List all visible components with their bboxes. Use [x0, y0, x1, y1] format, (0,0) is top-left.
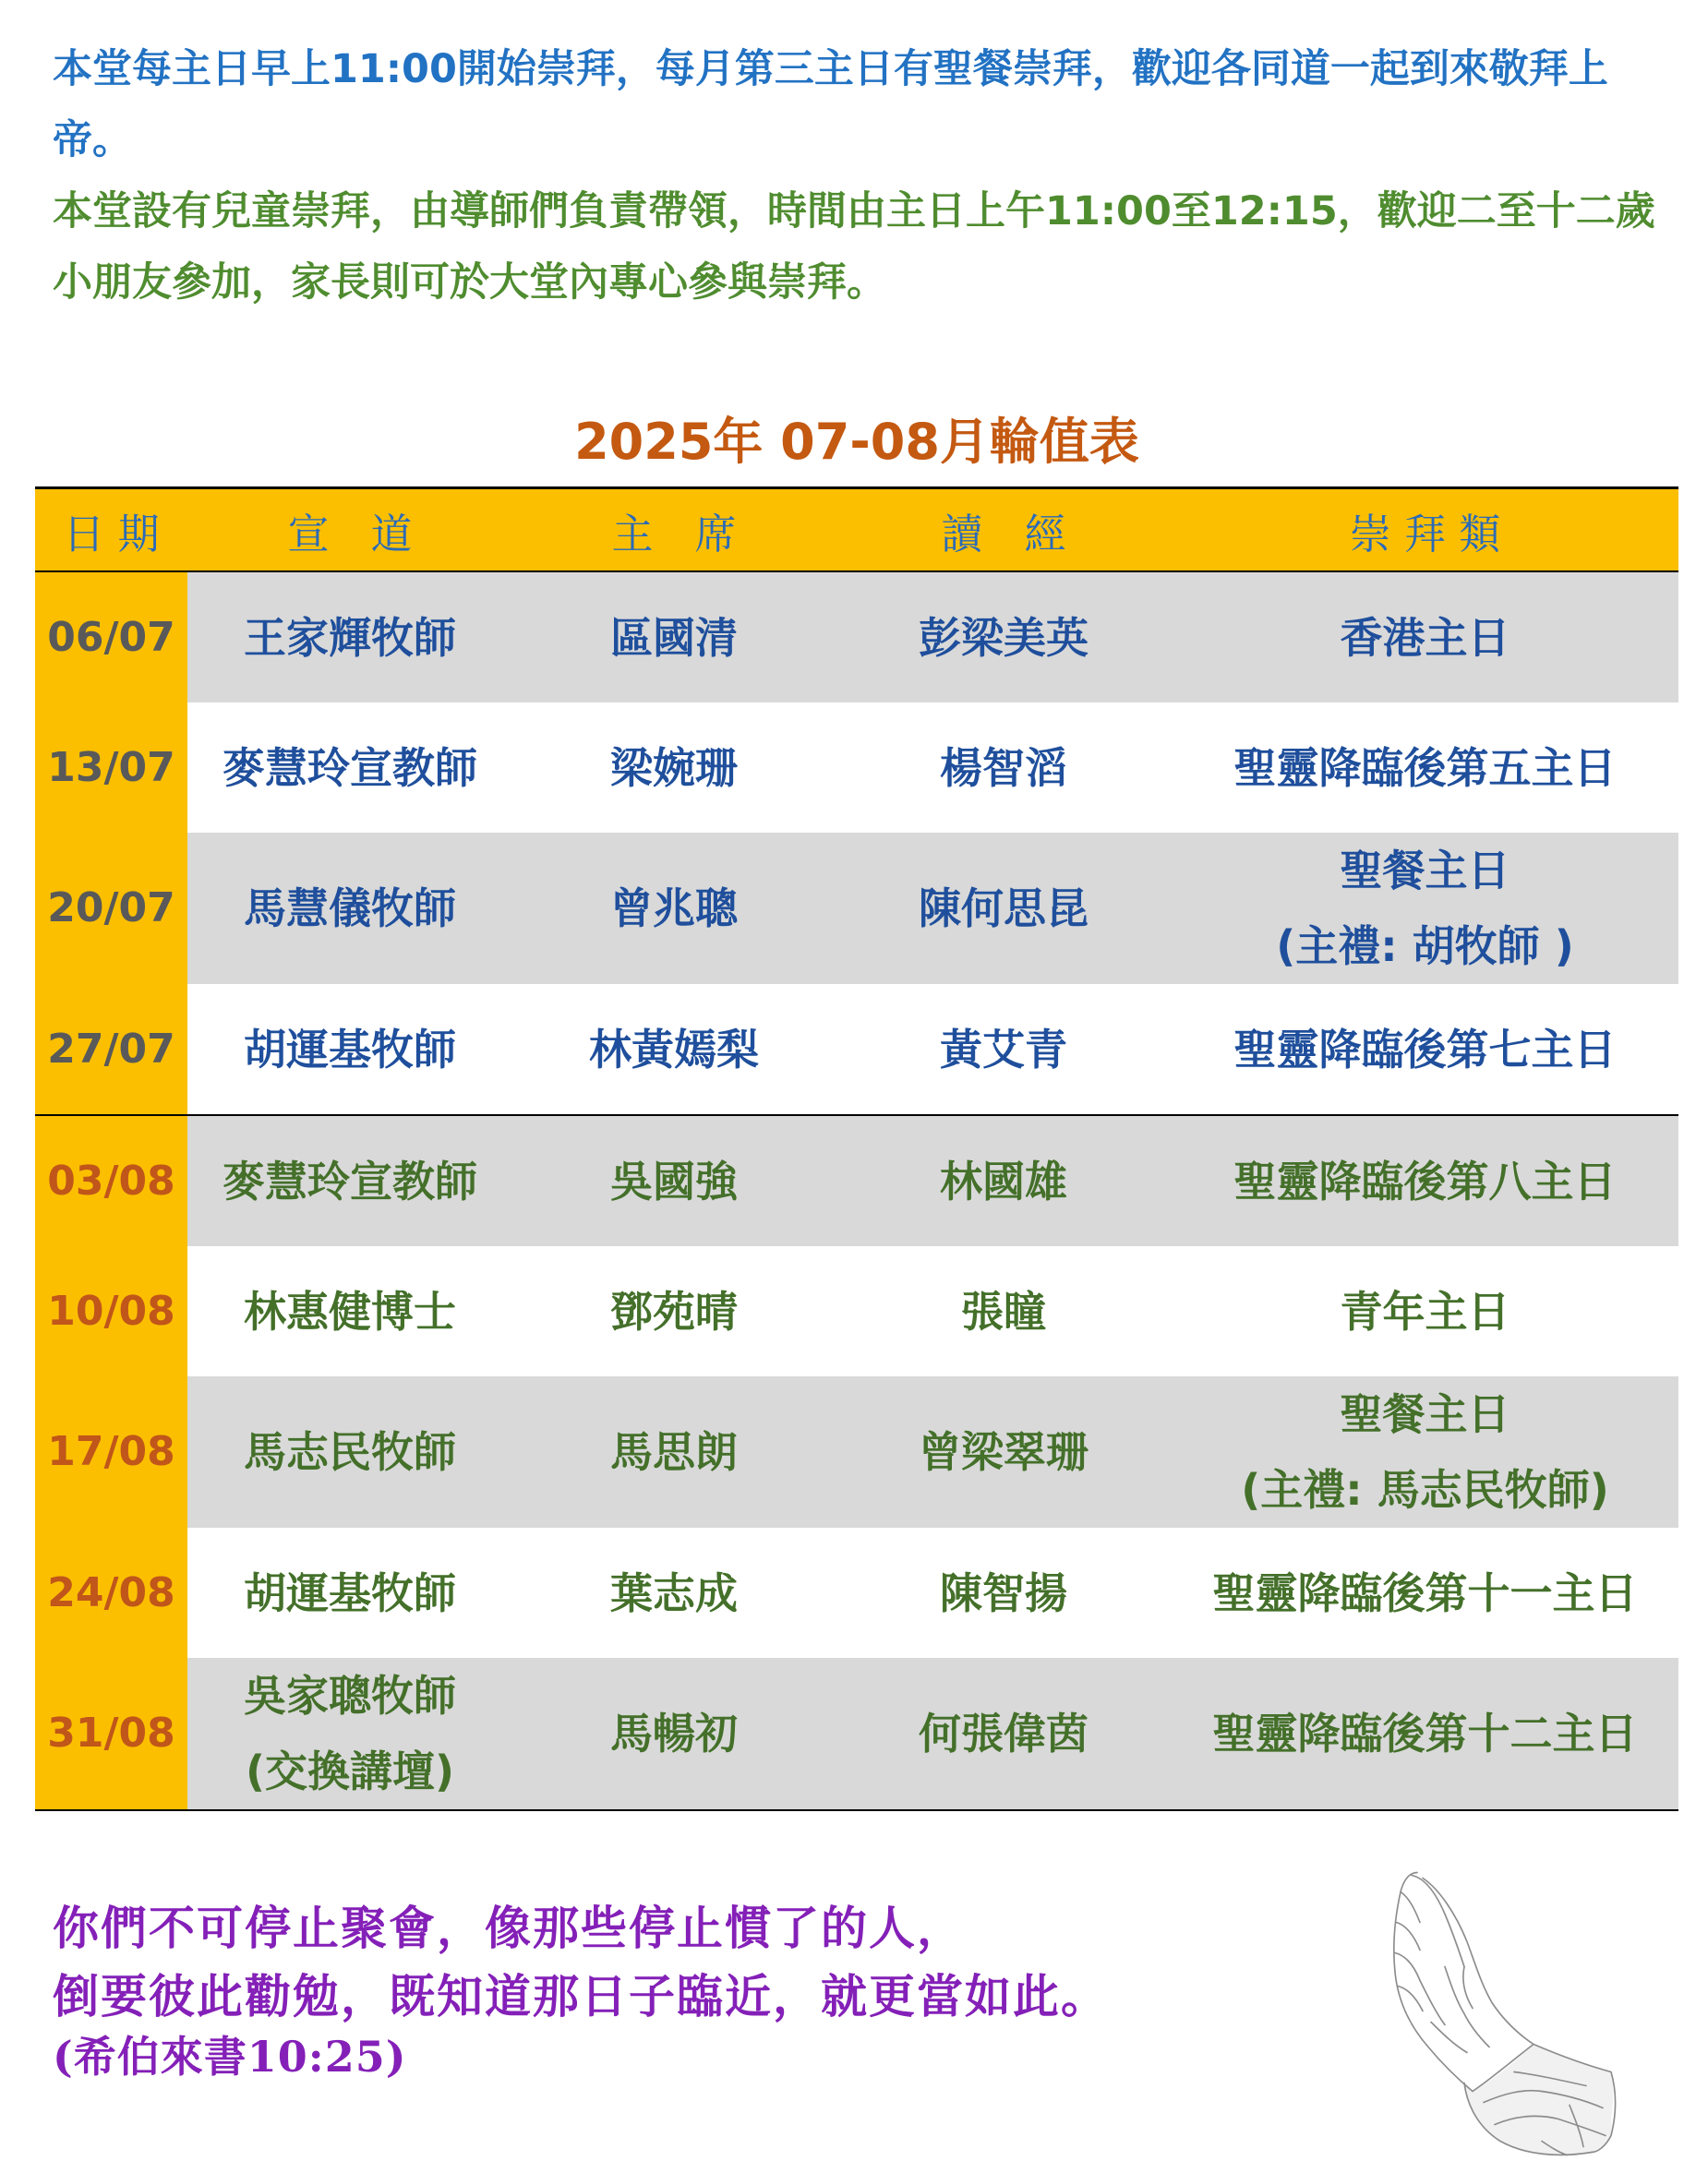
service-text: 聖靈降臨後第十二主日 [1212, 1709, 1638, 1759]
roster-group [35, 572, 1678, 1114]
roster-row [35, 702, 1678, 833]
roster-body [35, 572, 1678, 1809]
reader-text: 張瞳 [961, 1286, 1046, 1337]
chair-text: 馬思朗 [610, 1427, 738, 1477]
roster-title: 2025年 07-08月輪值表 [574, 413, 1139, 471]
reader-cell [836, 1116, 1172, 1246]
reader-cell [836, 1658, 1172, 1809]
service-cell [1172, 1246, 1678, 1376]
date-cell [35, 702, 187, 833]
header-preacher: 宣 道 [287, 509, 413, 558]
date-cell [35, 1528, 187, 1658]
date-cell [35, 572, 187, 702]
chair-text: 馬暢初 [610, 1709, 738, 1759]
reader-cell [836, 1246, 1172, 1376]
chair-text: 葉志成 [610, 1567, 738, 1618]
reader-text: 彭梁美英 [919, 612, 1089, 663]
verse-line: 你們不可停止聚會，像那些停止慣了的人， [53, 1901, 965, 1955]
chair-text: 曾兆聰 [610, 883, 738, 933]
service-cell [1172, 1528, 1678, 1658]
children-worship-notice [53, 176, 1655, 318]
reader-cell [836, 702, 1172, 833]
roster-row [35, 1658, 1678, 1809]
date-cell [35, 1246, 187, 1376]
verse-reference: (希伯來書10:25) [53, 2032, 407, 2082]
service-text: 聖靈降臨後第十一主日 [1212, 1567, 1638, 1618]
verse-line: 倒要彼此勸勉，既知道那日子臨近，就更當如此。 [53, 1969, 1109, 2023]
service-cell [1172, 1116, 1678, 1246]
notice-line: 本堂設有兒童崇拜，由導師們負責帶領，時間由主日上午11:00至12:15，歡迎二至十二歲 [53, 188, 1655, 234]
notices [53, 34, 1655, 318]
chair-cell [512, 1528, 836, 1658]
service-cell [1172, 1658, 1678, 1809]
preacher-cell [187, 1116, 512, 1246]
praying-hands-icon [1376, 1869, 1619, 2161]
roster-header [35, 489, 1678, 572]
preacher-text: 馬志民牧師 [244, 1427, 456, 1477]
preacher-cell [187, 1528, 512, 1658]
chair-cell [512, 702, 836, 833]
chair-text: 鄧苑晴 [610, 1286, 738, 1337]
notice-line: 帝。 [53, 117, 132, 163]
reader-cell [836, 984, 1172, 1114]
chair-cell [512, 1658, 836, 1809]
reader-text: 黃艾青 [940, 1024, 1067, 1074]
preacher-text: 胡運基牧師 [244, 1024, 456, 1074]
date-cell [35, 1116, 187, 1246]
service-cell [1172, 984, 1678, 1114]
date-cell [35, 984, 187, 1114]
service-text: (主禮: 胡牧師 ) [1276, 921, 1574, 971]
date-text: 24/08 [47, 1568, 175, 1616]
date-text: 20/07 [47, 884, 175, 931]
chair-cell [512, 1246, 836, 1376]
bible-verse [53, 1894, 1109, 2083]
roster-row [35, 572, 1678, 702]
header-date: 日 期 [63, 509, 160, 558]
date-text: 03/08 [47, 1157, 175, 1205]
service-cell [1172, 702, 1678, 833]
roster-row [35, 833, 1678, 984]
service-cell [1172, 1376, 1678, 1528]
date-text: 10/08 [47, 1287, 175, 1335]
roster-row [35, 1528, 1678, 1658]
date-text: 27/07 [47, 1025, 175, 1073]
reader-text: 陳何思昆 [919, 883, 1089, 933]
preacher-text: 吳家聰牧師 [244, 1671, 456, 1721]
preacher-text: 林惠健博士 [244, 1286, 456, 1337]
reader-cell [836, 1376, 1172, 1528]
preacher-cell [187, 1658, 512, 1809]
preacher-text: (交換講壇) [245, 1747, 455, 1796]
preacher-cell [187, 572, 512, 702]
chair-text: 吳國強 [610, 1156, 738, 1207]
roster-row [35, 1246, 1678, 1376]
service-cell [1172, 833, 1678, 984]
date-text: 13/07 [47, 743, 175, 791]
reader-text: 林國雄 [940, 1156, 1067, 1207]
reader-text: 陳智揚 [940, 1567, 1067, 1618]
service-cell [1172, 572, 1678, 702]
roster-group [35, 1114, 1678, 1809]
preacher-cell [187, 1246, 512, 1376]
reader-text: 楊智滔 [940, 742, 1067, 793]
notice-line: 小朋友參加，家長則可於大堂內專心參與崇拜。 [53, 259, 886, 306]
header-reader: 讀 經 [941, 509, 1066, 558]
notice-line: 本堂每主日早上11:00開始崇拜，每月第三主日有聖餐崇拜，歡迎各同道一起到來敬拜上 [53, 46, 1608, 92]
roster-table [35, 486, 1678, 1811]
roster-row [35, 1116, 1678, 1246]
preacher-text: 王家輝牧師 [244, 612, 456, 663]
chair-text: 區國清 [610, 612, 738, 663]
service-text: (主禮: 馬志民牧師) [1241, 1465, 1609, 1515]
service-text: 聖靈降臨後第七主日 [1233, 1024, 1617, 1074]
chair-cell [512, 984, 836, 1114]
chair-text: 林黃嫣梨 [589, 1024, 759, 1074]
preacher-text: 麥慧玲宣教師 [223, 742, 477, 793]
preacher-text: 胡運基牧師 [244, 1567, 456, 1618]
preacher-cell [187, 702, 512, 833]
reader-cell [836, 833, 1172, 984]
chair-cell [512, 572, 836, 702]
chair-cell [512, 833, 836, 984]
service-text: 聖餐主日 [1340, 846, 1510, 895]
reader-text: 何張偉茵 [919, 1709, 1089, 1759]
preacher-cell [187, 833, 512, 984]
date-text: 17/08 [47, 1428, 175, 1475]
date-text: 06/07 [47, 613, 175, 661]
preacher-cell [187, 984, 512, 1114]
chair-cell [512, 1116, 836, 1246]
chair-text: 梁婉珊 [610, 742, 738, 793]
roster-row [35, 984, 1678, 1114]
date-cell [35, 1376, 187, 1528]
date-text: 31/08 [47, 1710, 175, 1757]
service-text: 青年主日 [1340, 1286, 1510, 1337]
service-text: 聖靈降臨後第五主日 [1233, 742, 1617, 793]
date-cell [35, 1658, 187, 1809]
worship-notice [53, 34, 1655, 176]
service-text: 聖靈降臨後第八主日 [1233, 1156, 1617, 1207]
service-text: 香港主日 [1340, 612, 1510, 663]
header-service-type: 崇 拜 類 [1349, 509, 1501, 558]
roster-row [35, 1376, 1678, 1528]
preacher-cell [187, 1376, 512, 1528]
service-text: 聖餐主日 [1340, 1389, 1510, 1439]
reader-text: 曾梁翠珊 [919, 1427, 1089, 1477]
reader-cell [836, 572, 1172, 702]
header-chair: 主 席 [611, 509, 737, 558]
reader-cell [836, 1528, 1172, 1658]
chair-cell [512, 1376, 836, 1528]
preacher-text: 馬慧儀牧師 [244, 883, 456, 933]
date-cell [35, 833, 187, 984]
preacher-text: 麥慧玲宣教師 [223, 1156, 477, 1207]
